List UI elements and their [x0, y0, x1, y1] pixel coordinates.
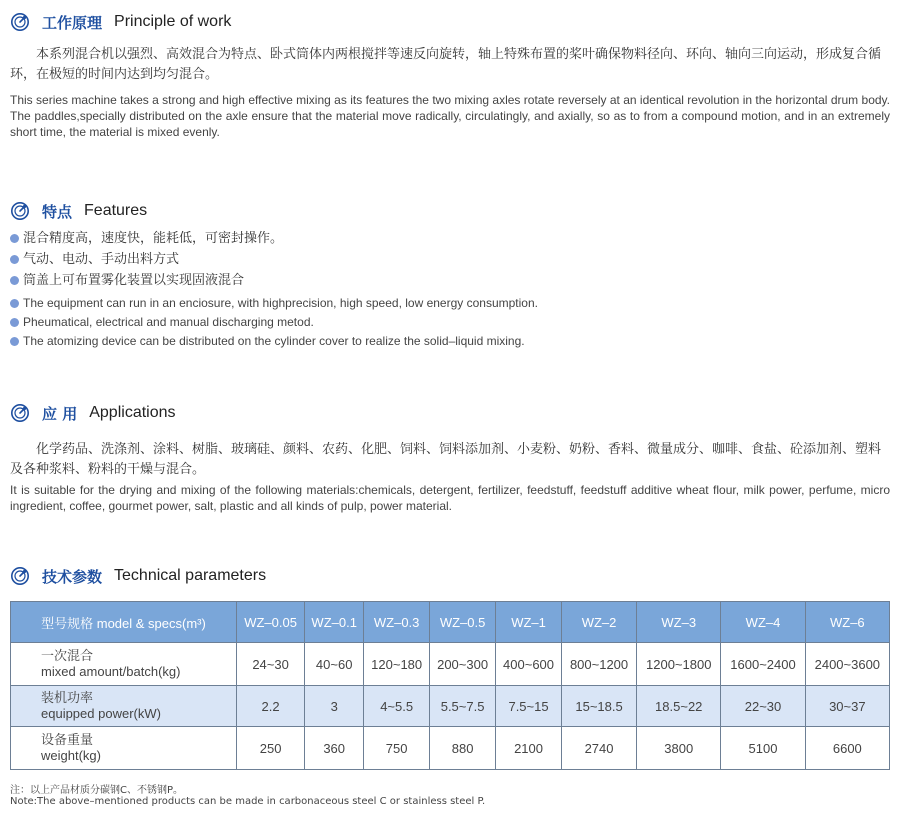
list-item: The equipment can run in an enciosure, with highprecision, high speed, low energy consumption.: [10, 294, 890, 313]
list-item: 混合精度高，速度快，能耗低，可密封操作。: [10, 228, 890, 249]
table-header-model: WZ–4: [721, 602, 805, 643]
technical-section: [10, 563, 890, 589]
table-cell: 2.2: [237, 686, 305, 727]
row-label: 设备重量 weight(kg): [11, 727, 237, 770]
gauge-icon: [10, 403, 30, 423]
technical-heading: [10, 563, 890, 589]
features-section: [10, 198, 890, 351]
table-cell: 22~30: [721, 686, 805, 727]
features-list-cn: [10, 228, 890, 291]
table-cell: 1600~2400: [721, 643, 805, 686]
table-header-model: WZ–6: [805, 602, 889, 643]
table-header-model: WZ–2: [562, 602, 637, 643]
table-row: [11, 727, 890, 770]
table-cell: 30~37: [805, 686, 889, 727]
list-item: Pheumatical, electrical and manual discharging metod.: [10, 313, 890, 332]
table-header-row: [11, 602, 890, 643]
list-item: The atomizing device can be distributed on the cylinder cover to realize the solid–liquid mixing.: [10, 332, 890, 351]
features-heading: [10, 198, 890, 224]
table-cell: 15~18.5: [562, 686, 637, 727]
gauge-icon: [10, 201, 30, 221]
gauge-icon: [10, 12, 30, 32]
table-cell: 250: [237, 727, 305, 770]
table-header-model: WZ–0.05: [237, 602, 305, 643]
applications-text-cn: 化学药品、洗涤剂、涂料、树脂、玻璃硅、颜料、农药、化肥、饲料、饲料添加剂、小麦粉、奶粉、香料、微量成分、咖啡、食盐、砼添加剂、塑料及各种浆料、粉料的干燥与混合。: [10, 442, 882, 477]
table-cell: 2400~3600: [805, 643, 889, 686]
technical-parameters-table: [10, 601, 890, 770]
table-cell: 2740: [562, 727, 637, 770]
gauge-icon: [10, 566, 30, 586]
table-cell: 18.5~22: [637, 686, 721, 727]
bullet-dot-icon: [10, 234, 19, 243]
table-header-model-label: 型号规格 model & specs(m³): [11, 602, 237, 643]
principle-heading: [10, 9, 890, 35]
table-row: [11, 643, 890, 686]
table-header-model: WZ–1: [496, 602, 562, 643]
table-cell: 1200~1800: [637, 643, 721, 686]
table-cell: 120~180: [364, 643, 430, 686]
table-header-model: WZ–0.1: [305, 602, 364, 643]
row-label: 一次混合 mixed amount/batch(kg): [11, 643, 237, 686]
table-cell: 400~600: [496, 643, 562, 686]
features-title-en: Features: [84, 202, 148, 219]
list-item: 气动、电动、手动出料方式: [10, 249, 890, 270]
table-cell: 4~5.5: [364, 686, 430, 727]
applications-heading: [10, 400, 890, 426]
table-cell: 360: [305, 727, 364, 770]
table-cell: 6600: [805, 727, 889, 770]
table-cell: 200~300: [430, 643, 496, 686]
table-cell: 3800: [637, 727, 721, 770]
table-cell: 24~30: [237, 643, 305, 686]
applications-title-en: Applications: [89, 404, 176, 421]
technical-title-cn: 技术参数: [42, 567, 103, 586]
row-label: 装机功率 equipped power(kW): [11, 686, 237, 727]
table-cell: 3: [305, 686, 364, 727]
technical-title-en: Technical parameters: [114, 567, 267, 584]
applications-text-en: It is suitable for the drying and mixing of the following materials:chemicals, detergent, fertilizer, feedstuff, feedstuff additive wheat flour, milk power, perfume, micro ingredient, coffee, gourmet power, salt, plastic and all kinds of pulp, power material.: [10, 483, 890, 513]
principle-section: [10, 9, 890, 140]
table-cell: 880: [430, 727, 496, 770]
table-cell: 750: [364, 727, 430, 770]
features-list-en: [10, 294, 890, 351]
table-cell: 5100: [721, 727, 805, 770]
table-cell: 40~60: [305, 643, 364, 686]
note-cn: 注：以上产品材质分碳钢C、不锈钢P。: [10, 785, 184, 796]
table-header-model: WZ–3: [637, 602, 721, 643]
table-header-model: WZ–0.3: [364, 602, 430, 643]
principle-title-en: Principle of work: [114, 13, 232, 30]
applications-title-cn: 应 用: [42, 404, 78, 423]
principle-text-en: This series machine takes a strong and high effective mixing as its features the two mixing axles rotate reversely at an identical revolution in the horizontal drum body. The paddles,specially distributed on the axle ensure that the material move radically, circulatingly, and axially, so as to from a compound motion, and in an extremely short time, the material is mixed evenly.: [10, 93, 890, 139]
principle-title-cn: 工作原理: [42, 13, 103, 32]
applications-section: [10, 400, 890, 514]
table-cell: 5.5~7.5: [430, 686, 496, 727]
table-cell: 800~1200: [562, 643, 637, 686]
table-row: [11, 686, 890, 727]
bullet-dot-icon: [10, 276, 19, 285]
features-title-cn: 特点: [42, 202, 73, 221]
bullet-dot-icon: [10, 318, 19, 327]
bullet-dot-icon: [10, 255, 19, 264]
table-cell: 7.5~15: [496, 686, 562, 727]
table-cell: 2100: [496, 727, 562, 770]
bullet-dot-icon: [10, 299, 19, 308]
bullet-dot-icon: [10, 337, 19, 346]
table-header-model: WZ–0.5: [430, 602, 496, 643]
principle-text-cn: 本系列混合机以强烈、高效混合为特点、卧式筒体内两根搅拌等速反向旋转，轴上特殊布置的桨叶确保物料径向、环向、轴向三向运动，形成复合循环，在极短的时间内达到均匀混合。: [10, 47, 882, 82]
note-en: Note:The above–mentioned products can be made in carbonaceous steel C or stainless steel P.: [10, 796, 486, 807]
list-item: 筒盖上可布置雾化装置以实现固液混合: [10, 270, 890, 291]
